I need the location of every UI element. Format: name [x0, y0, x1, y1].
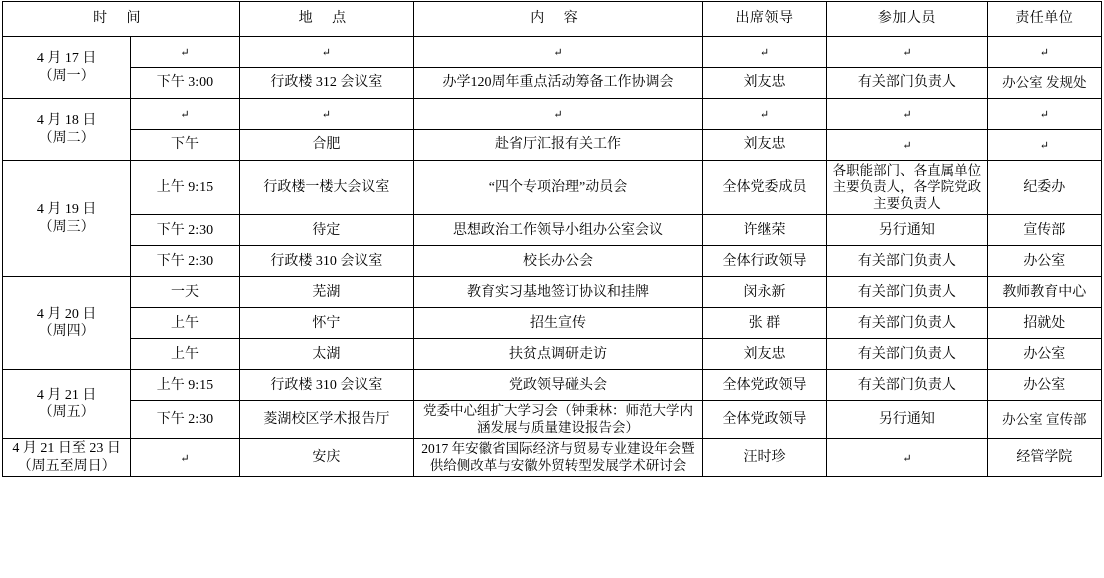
header-time: 时 间: [3, 2, 240, 37]
table-row: [3, 130, 1102, 161]
date-line-2: （周五至周日）: [17, 458, 116, 474]
time-cell: [131, 37, 239, 68]
unit-cell: 经管学院: [987, 439, 1101, 477]
place-cell: 菱湖校区学术报告厅: [239, 401, 413, 439]
place-cell: 芜湖: [239, 277, 413, 308]
content-cell: 教育实习基地签订协议和挂牌: [414, 277, 703, 308]
paragraph-mark: ↵: [902, 47, 912, 60]
people-cell: [827, 439, 987, 477]
date-line-1: 4 月 21 日: [36, 387, 97, 403]
table-row: [3, 401, 1102, 439]
unit-cell: [987, 99, 1101, 130]
table-body: [3, 37, 1102, 477]
people-cell: 有关部门负责人: [827, 68, 987, 99]
paragraph-mark: ↵: [321, 109, 331, 122]
people-cell: 有关部门负责人: [827, 277, 987, 308]
date-line-2: （周五）: [38, 405, 95, 421]
leader-cell: [702, 99, 826, 130]
unit-text: 办公室 宣传部: [1002, 411, 1087, 427]
paragraph-mark: ↵: [759, 109, 770, 122]
date-cell: [3, 37, 131, 99]
people-cell: 有关部门负责人: [827, 308, 987, 339]
people-cell: 另行通知: [827, 401, 987, 439]
unit-cell: [987, 401, 1101, 439]
date-line-1: 4 月 20 日: [36, 306, 97, 322]
unit-cell: 办公室: [987, 246, 1101, 277]
content-cell: [414, 99, 703, 130]
paragraph-mark: ↵: [902, 140, 912, 153]
content-cell: 扶贫点调研走访: [414, 339, 703, 370]
content-cell: [414, 439, 703, 477]
leader-cell: 全体行政领导: [702, 246, 826, 277]
table-row: [3, 99, 1102, 130]
leader-cell: 刘友忠: [702, 130, 826, 161]
leader-cell: [702, 37, 826, 68]
date-line-1: 4 月 21 日至 23 日: [12, 441, 121, 457]
header-place: 地 点: [239, 2, 413, 37]
people-cell: [827, 130, 987, 161]
table-row: [3, 246, 1102, 277]
people-text: 各职能部门、各直属单位主要负责人，各学院党政主要负责人: [832, 163, 982, 211]
schedule-table: [2, 1, 1102, 477]
content-cell: 党政领导碰头会: [414, 370, 703, 401]
date-line-1: 4 月 17 日: [36, 51, 97, 66]
date-line-2: （周四）: [38, 324, 95, 340]
unit-text: 办公室 发规处: [1002, 74, 1087, 90]
people-cell: [827, 99, 987, 130]
date-cell: [3, 277, 131, 370]
paragraph-mark: ↵: [553, 47, 563, 60]
table-row: [3, 370, 1102, 401]
table-row: [3, 161, 1102, 215]
time-cell: 下午 3:00: [131, 68, 239, 99]
time-cell: 上午 9:15: [131, 370, 239, 401]
time-cell: 上午 9:15: [131, 161, 239, 215]
leader-cell: 刘友忠: [702, 339, 826, 370]
header-people: 参加人员: [827, 2, 987, 37]
header-row: [3, 2, 1102, 37]
date-line-2: （周一）: [38, 68, 95, 84]
paragraph-mark: ↵: [1039, 140, 1049, 153]
people-cell: 有关部门负责人: [827, 246, 987, 277]
unit-cell: 招就处: [987, 308, 1101, 339]
paragraph-mark: ↵: [1039, 109, 1049, 122]
content-text: 2017 年安徽省国际经济与贸易专业建设年会暨供给侧改革与安徽外贸转型发展学术研讨会: [421, 441, 695, 473]
time-cell: 上午: [131, 339, 239, 370]
leader-cell: 汪时珍: [702, 439, 826, 477]
date-cell: [3, 370, 131, 439]
time-cell: 一天: [131, 277, 239, 308]
leader-cell: 全体党委成员: [702, 161, 826, 215]
leader-cell: 张 群: [702, 308, 826, 339]
place-cell: 行政楼 310 会议室: [239, 370, 413, 401]
time-cell: 下午 2:30: [131, 215, 239, 246]
paragraph-mark: ↵: [180, 109, 190, 122]
people-cell: [827, 161, 987, 215]
unit-cell: 教师教育中心: [987, 277, 1101, 308]
time-cell: 下午 2:30: [131, 246, 239, 277]
table-row: [3, 37, 1102, 68]
paragraph-mark: ↵: [180, 453, 190, 466]
date-line-1: 4 月 18 日: [36, 113, 97, 128]
content-cell: 校长办公会: [414, 246, 703, 277]
unit-cell: [987, 130, 1101, 161]
unit-cell: 宣传部: [987, 215, 1101, 246]
content-cell: 招生宣传: [414, 308, 703, 339]
people-cell: [827, 37, 987, 68]
place-cell: 怀宁: [239, 308, 413, 339]
paragraph-mark: ↵: [902, 109, 912, 122]
place-cell: 合肥: [239, 130, 413, 161]
time-cell: [131, 99, 239, 130]
content-cell: [414, 401, 703, 439]
place-cell: 安庆: [239, 439, 413, 477]
table-row: [3, 68, 1102, 99]
leader-cell: 许继荣: [702, 215, 826, 246]
table-row: [3, 308, 1102, 339]
table-row: [3, 439, 1102, 477]
leader-cell: 刘友忠: [702, 68, 826, 99]
unit-cell: 纪委办: [987, 161, 1101, 215]
content-cell: 办学120周年重点活动筹备工作协调会: [414, 68, 703, 99]
table-row: [3, 339, 1102, 370]
content-text: 党委中心组扩大学习会（钟秉林：师范大学内涵发展与质量建设报告会）: [422, 403, 693, 435]
place-cell: [239, 99, 413, 130]
content-cell: 思想政治工作领导小组办公室会议: [414, 215, 703, 246]
time-cell: [131, 439, 239, 477]
date-cell: [3, 439, 131, 477]
unit-cell: [987, 68, 1101, 99]
place-cell: 太湖: [239, 339, 413, 370]
header-unit: 责任单位: [987, 2, 1101, 37]
people-cell: 另行通知: [827, 215, 987, 246]
schedule-document: [0, 1, 1104, 578]
leader-cell: 全体党政领导: [702, 401, 826, 439]
place-cell: 行政楼一楼大会议室: [239, 161, 413, 215]
date-line-1: 4 月 19 日: [36, 202, 97, 218]
date-cell: [3, 161, 131, 277]
paragraph-mark: ↵: [1039, 47, 1049, 60]
time-cell: 上午: [131, 308, 239, 339]
place-cell: 行政楼 312 会议室: [239, 68, 413, 99]
place-cell: [239, 37, 413, 68]
content-cell: [414, 37, 703, 68]
unit-cell: 办公室: [987, 370, 1101, 401]
leader-cell: 全体党政领导: [702, 370, 826, 401]
header-content: 内 容: [414, 2, 703, 37]
table-row: [3, 215, 1102, 246]
date-line-2: （周三）: [38, 219, 95, 235]
date-cell: [3, 99, 131, 161]
leader-cell: 闵永新: [702, 277, 826, 308]
unit-cell: [987, 37, 1101, 68]
place-cell: 行政楼 310 会议室: [239, 246, 413, 277]
paragraph-mark: ↵: [902, 453, 912, 466]
header-leader: 出席领导: [702, 2, 826, 37]
unit-cell: 办公室: [987, 339, 1101, 370]
time-cell: 下午 2:30: [131, 401, 239, 439]
people-cell: 有关部门负责人: [827, 339, 987, 370]
content-cell: “四个专项治理”动员会: [414, 161, 703, 215]
people-cell: 有关部门负责人: [827, 370, 987, 401]
table-row: [3, 277, 1102, 308]
time-cell: 下午: [131, 130, 239, 161]
paragraph-mark: ↵: [759, 47, 770, 60]
paragraph-mark: ↵: [553, 109, 563, 122]
paragraph-mark: ↵: [180, 47, 190, 60]
place-cell: 待定: [239, 215, 413, 246]
table-header: [3, 2, 1102, 37]
content-cell: 赴省厅汇报有关工作: [414, 130, 703, 161]
paragraph-mark: ↵: [321, 47, 331, 60]
date-line-2: （周二）: [38, 130, 95, 146]
